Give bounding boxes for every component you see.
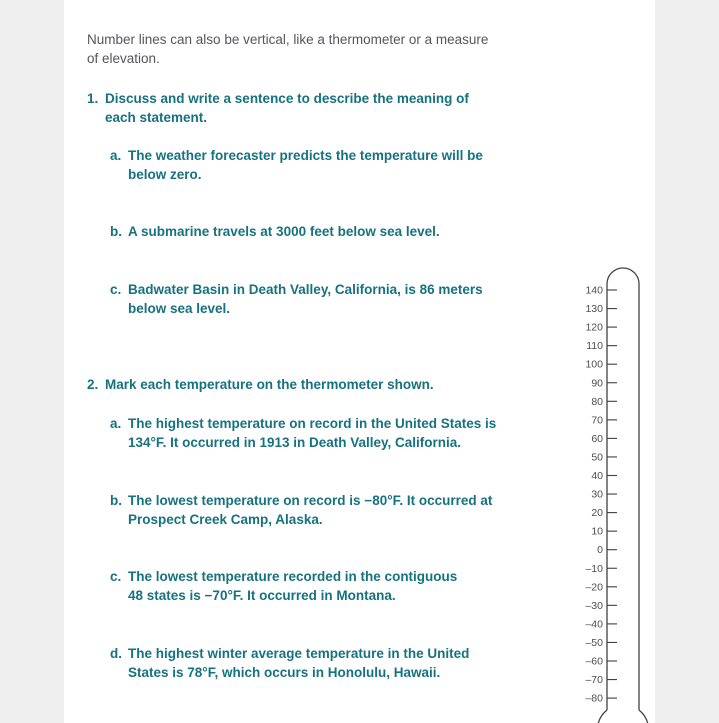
question-2-number: 2. <box>87 377 99 392</box>
question-1a-line-1: The weather forecaster predicts the temperature will be <box>128 148 483 163</box>
thermometer-tick-label: –60 <box>585 655 603 668</box>
right-margin <box>655 0 719 723</box>
thermometer-tick-label: 60 <box>591 432 603 445</box>
thermometer-tick-label: 110 <box>586 340 603 353</box>
question-1a-letter: a. <box>110 148 122 163</box>
question-2c-line-2: 48 states is −70°F. It occurred in Montana. <box>128 588 396 603</box>
question-1c <box>110 280 483 318</box>
thermometer-tube <box>607 268 639 710</box>
question-1b-letter: b. <box>110 224 122 239</box>
thermometer-tick-label: 70 <box>591 414 603 427</box>
thermometer-tick-label: 50 <box>591 451 603 464</box>
thermometer-tick-label: 100 <box>585 358 603 371</box>
thermometer-tick-label: 30 <box>591 488 603 501</box>
question-1c-letter: c. <box>110 282 122 297</box>
question-1c-line-1: Badwater Basin in Death Valley, California, is 86 meters <box>128 282 483 297</box>
question-2a-letter: a. <box>110 416 122 431</box>
intro-line-1: Number lines can also be vertical, like a thermometer or a measure <box>87 32 489 47</box>
question-1c-line-2: below sea level. <box>128 301 231 316</box>
left-margin <box>0 0 64 723</box>
question-1a <box>110 146 483 184</box>
thermometer-tick-label: –40 <box>585 618 603 631</box>
question-2c-letter: c. <box>110 569 122 584</box>
thermometer-tick-label: 140 <box>585 284 603 297</box>
thermometer-bulb <box>597 710 648 723</box>
intro-line-2: of elevation. <box>87 51 160 66</box>
thermometer-scale <box>585 285 617 705</box>
thermometer-tick-label: 40 <box>591 470 603 482</box>
thermometer-tick-label: 10 <box>591 525 603 538</box>
question-2-prompt <box>87 375 434 394</box>
thermometer-tick-label: –10 <box>585 562 603 575</box>
question-1b-line-1: A submarine travels at 3000 feet below sea level. <box>128 224 440 239</box>
question-1-number: 1. <box>87 91 99 106</box>
question-2d-line-2: States is 78°F, which occurs in Honolulu, Hawaii. <box>128 665 441 680</box>
thermometer-tick-label: 80 <box>591 395 603 408</box>
intro-paragraph <box>87 30 488 68</box>
thermometer-tick-label: 0 <box>597 544 603 557</box>
question-2d <box>110 644 469 682</box>
textbook-page <box>64 0 655 723</box>
thermometer-tick-label: –80 <box>585 692 603 705</box>
thermometer-tick-label: –50 <box>585 636 603 649</box>
question-1b <box>110 222 440 241</box>
question-2b <box>110 491 492 529</box>
question-2c <box>110 567 457 605</box>
question-2b-line-2: Prospect Creek Camp, Alaska. <box>128 512 323 527</box>
thermometer-tick-label: –70 <box>585 674 603 687</box>
question-1-prompt-line-2: each statement. <box>105 110 208 125</box>
question-1-prompt-line-1: Discuss and write a sentence to describe the meaning of <box>105 91 469 106</box>
question-1-prompt <box>87 89 469 127</box>
thermometer-tick-label: 90 <box>591 377 603 390</box>
question-2b-line-1: The lowest temperature on record is −80°F. It occurred at <box>128 493 493 508</box>
question-1a-line-2: below zero. <box>128 167 202 182</box>
question-2-prompt-line-1: Mark each temperature on the thermometer shown. <box>105 377 434 392</box>
question-2c-line-1: The lowest temperature recorded in the contiguous <box>128 569 458 584</box>
thermometer-tick-label: –20 <box>585 581 603 594</box>
question-2d-letter: d. <box>110 646 122 661</box>
thermometer-tick-label: 20 <box>591 507 603 520</box>
question-2d-line-1: The highest winter average temperature in the United <box>128 646 470 661</box>
question-2a-line-1: The highest temperature on record in the United States is <box>128 416 497 431</box>
thermometer-tick-label: 130 <box>585 303 603 316</box>
question-2a <box>110 414 496 452</box>
thermometer-tick-label: –30 <box>585 599 603 612</box>
thermometer-tick-label: 120 <box>585 321 603 334</box>
question-2a-line-2: 134°F. It occurred in 1913 in Death Valley, California. <box>128 435 462 450</box>
question-2b-letter: b. <box>110 493 122 508</box>
